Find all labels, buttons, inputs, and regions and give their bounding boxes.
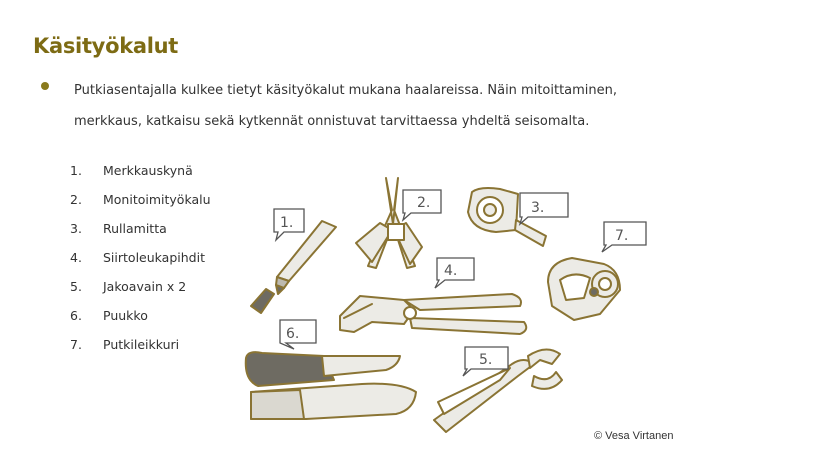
list-item: 2. Monitoimityökalu: [70, 192, 211, 207]
callout-2-label: 2.: [417, 195, 431, 211]
pipe-cutter-icon: [548, 258, 620, 320]
marker-pen-icon: [251, 221, 336, 313]
slide-title: Käsityökalut: [33, 34, 179, 58]
callout-1-label: 1.: [280, 215, 294, 231]
callout-7-label: 7.: [615, 228, 629, 244]
slip-joint-pliers-icon: [340, 294, 526, 334]
list-item: 5. Jakoavain x 2: [70, 279, 187, 294]
list-item: 4. Siirtoleukapihdit: [70, 250, 205, 265]
intro-paragraph: Putkiasentajalla kulkee tietyt käsityökalut mukana haalareissa. Näin mitoittaminen, merkkaus, katkaisu sekä kytkennät onnistuvat tarvittaessa yhdeltä seisomalta.: [74, 83, 618, 129]
knife-icon: [246, 352, 416, 419]
callout-6-label: 6.: [286, 326, 300, 342]
list-item: 6. Puukko: [70, 308, 148, 323]
list-item: 1. Merkkauskynä: [70, 163, 193, 178]
callout-3-label: 3.: [531, 200, 545, 216]
list-item: 3. Rullamitta: [70, 221, 167, 236]
list-item: 7. Putkileikkuri: [70, 337, 180, 352]
copyright-text: © Vesa Virtanen: [594, 430, 674, 442]
callout-5-label: 5.: [479, 352, 493, 368]
callout-4-label: 4.: [444, 263, 458, 279]
